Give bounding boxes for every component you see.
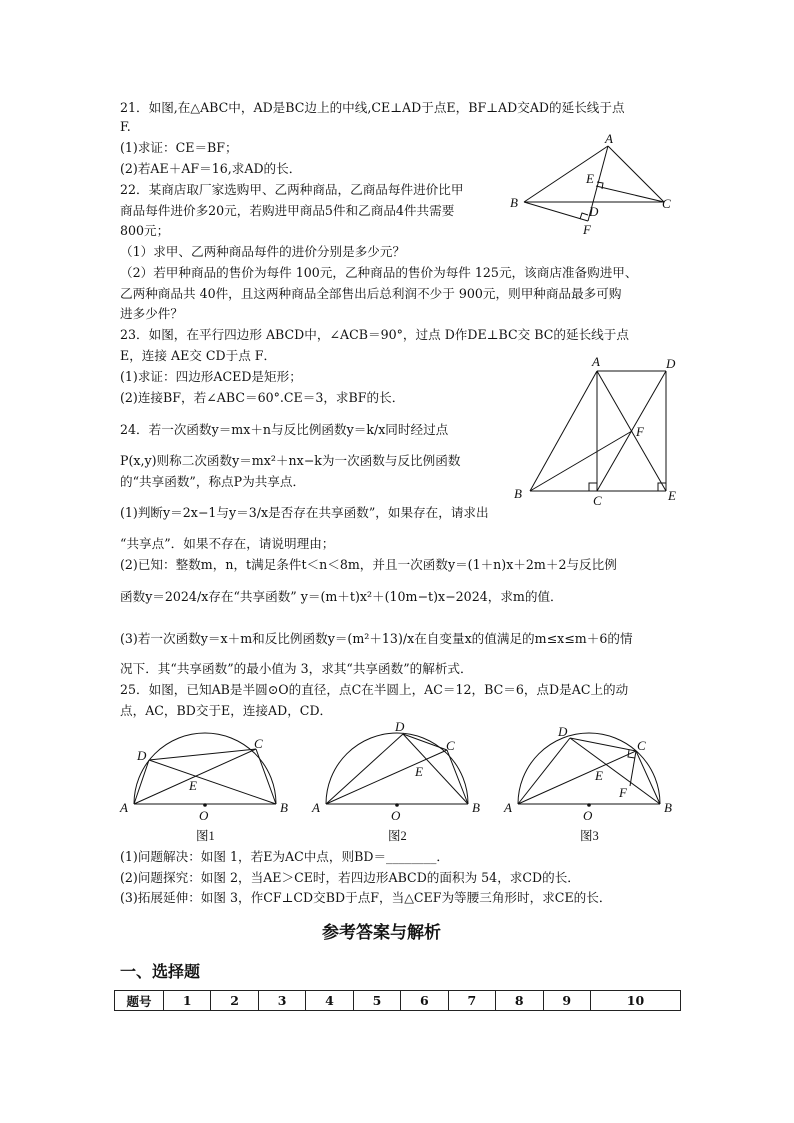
fig3-label-c: C (637, 738, 646, 753)
q24-part-2: (2)已知：整数m，n，t满足条件t＜n＜8m，并且一次函数y＝(1＋n)x＋2m＋2与反比例 (120, 557, 617, 572)
section-heading: 一、选择题 (120, 962, 201, 981)
label-a: A (605, 131, 613, 146)
label-f: F (583, 222, 591, 237)
fig1-caption: 图1 (196, 829, 215, 843)
table-cell: 7 (448, 991, 495, 1011)
right-angle-f (580, 213, 588, 219)
q21-line-1: 21．如图,在△ABC中，AD是BC边上的中线,CE⊥AD于点E，BF⊥AD交AD的延长线于点 (120, 100, 625, 115)
fig2-caption: 图2 (388, 829, 407, 843)
q25-line-2: 点，AC，BD交于E，连接AD，CD． (120, 703, 333, 718)
q25-line-1: 25．如图，已知AB是半圆⊙O的直径，点C在半圆上，AC＝12，BC＝6，点D是AC上的动 (120, 682, 629, 697)
table-cell: 9 (543, 991, 590, 1011)
q22-part-2: （2）若甲种商品的售价为每件 100元，乙种商品的售价为每件 125元，该商店准备购进甲、 (120, 265, 638, 280)
label-b: B (514, 486, 522, 501)
fig2-label-o: O (391, 808, 401, 823)
fig1-label-c: C (254, 736, 263, 751)
q24-part-1: (1)判断y＝2x−1与y＝3/x是否存在共享函数”，如果存在，请求出 (120, 505, 489, 520)
q23-line-2: E，连接 AE交 CD于点 F． (120, 348, 277, 363)
label-b: B (510, 195, 518, 210)
seg-ac (608, 146, 664, 202)
fig3-label-d: D (558, 724, 568, 739)
table-cell: 5 (353, 991, 400, 1011)
q25-part-2: (2)问题探究：如图 2，当AE＞CE时，若四边形ABCD的面积为 54，求CD的长． (120, 870, 580, 885)
fig3-caption: 图3 (580, 829, 599, 843)
fig1-label-e: E (189, 778, 197, 793)
q23-line-1: 23．如图，在平行四边形 ABCD中，∠ACB＝90°，过点 D作DE⊥BC交 BC的延长线于点 (120, 327, 629, 342)
q21-part-1: (1)求证：CE＝BF； (120, 140, 238, 155)
answers-heading: 参考答案与解析 (322, 923, 441, 943)
table-cell: 2 (211, 991, 258, 1011)
table-cell: 10 (590, 991, 680, 1011)
right-angle-e (597, 182, 603, 189)
q24-part-2b: 函数y＝2024/x存在“共享函数” y＝(m＋t)x²＋(10m−t)x−2024，求m的值． (120, 589, 563, 604)
table-cell: 8 (496, 991, 543, 1011)
q22-line-1: 22．某商店取厂家选购甲、乙两种商品，乙商品每件进价比甲 (120, 182, 464, 197)
label-e: E (586, 171, 594, 186)
table-cell: 3 (258, 991, 305, 1011)
table-row (115, 991, 681, 1011)
q21-line-2: F. (120, 119, 131, 134)
fig2-label-d: D (395, 719, 405, 734)
seg-bf (524, 202, 588, 221)
q24-part-1b: “共享点”．如果不存在，请说明理由； (120, 536, 335, 551)
q22-part-2c: 进多少件？ (120, 306, 183, 321)
fig1-label-d: D (137, 748, 147, 763)
label-f: F (636, 424, 644, 439)
fig3-label-b: B (664, 800, 672, 815)
table-header-cell: 题号 (115, 991, 164, 1011)
fig2-label-b: B (472, 800, 480, 815)
q24-line-1: 24．若一次函数y＝mx＋n与反比例函数y＝k/x同时经过点 (120, 422, 449, 437)
q21-part-2: (2)若AE＋AF＝16,求AD的长． (120, 161, 302, 176)
fig3-label-a: A (504, 800, 512, 815)
label-c: C (662, 196, 671, 211)
q23-part-1: (1)求证：四边形ACED是矩形； (120, 369, 302, 384)
q24-part-3b: 况下．其“共享函数”的最小值为 3，求其“共享函数”的解析式． (120, 661, 473, 676)
fig3-label-e: E (595, 768, 603, 783)
seg-ab (524, 146, 608, 202)
fig2-label-c: C (446, 738, 455, 753)
label-e: E (668, 488, 676, 503)
label-d: D (589, 204, 599, 219)
fig1-label-b: B (280, 800, 288, 815)
fig1-label-a: A (120, 800, 128, 815)
table-cell: 1 (164, 991, 211, 1011)
table-cell: 6 (401, 991, 448, 1011)
answer-table (114, 990, 681, 1011)
q22-part-2b: 乙两种商品共 40件，且这两种商品全部售出后总利润不少于 900元，则甲种商品最多可购 (120, 286, 622, 301)
fig2-label-e: E (415, 764, 423, 779)
q24-part-3: (3)若一次函数y＝x＋m和反比例函数y＝(m²＋13)/x在自变量x的值满足的m≤x≤m＋6的情 (120, 631, 633, 646)
q22-line-2: 商品每件进价多20元，若购进甲商品5件和乙商品4件共需要 (120, 203, 455, 218)
q24-line-2: P(x,y)则称二次函数y＝mx²＋nx−k为一次函数与反比例函数 (120, 453, 461, 468)
fig1-label-o: O (199, 808, 209, 823)
label-c: C (593, 493, 602, 508)
q22-part-1: （1）求甲、乙两种商品每件的进价分别是多少元？ (120, 244, 406, 259)
q24-line-3: 的“共享函数”，称点P为共享点． (120, 474, 306, 489)
q23-part-2: (2)连接BF，若∠ABC＝60°.CE＝3，求BF的长． (120, 390, 405, 405)
q25-part-3: (3)拓展延伸：如图 3，作CF⊥CD交BD于点F，当△CEF为等腰三角形时，求CE的长． (120, 890, 612, 905)
q25-part-1: (1)问题解决：如图 1，若E为AC中点，则BD＝________． (120, 849, 450, 864)
fig3-label-o: O (583, 808, 593, 823)
fig2-label-a: A (312, 800, 320, 815)
table-cell: 4 (306, 991, 353, 1011)
seg-ce (596, 186, 664, 202)
q22-line-3: 800元； (120, 223, 170, 238)
label-a: A (592, 354, 600, 369)
fig3-label-f: F (619, 785, 627, 800)
seg-af (588, 146, 608, 221)
label-d: D (666, 356, 676, 371)
